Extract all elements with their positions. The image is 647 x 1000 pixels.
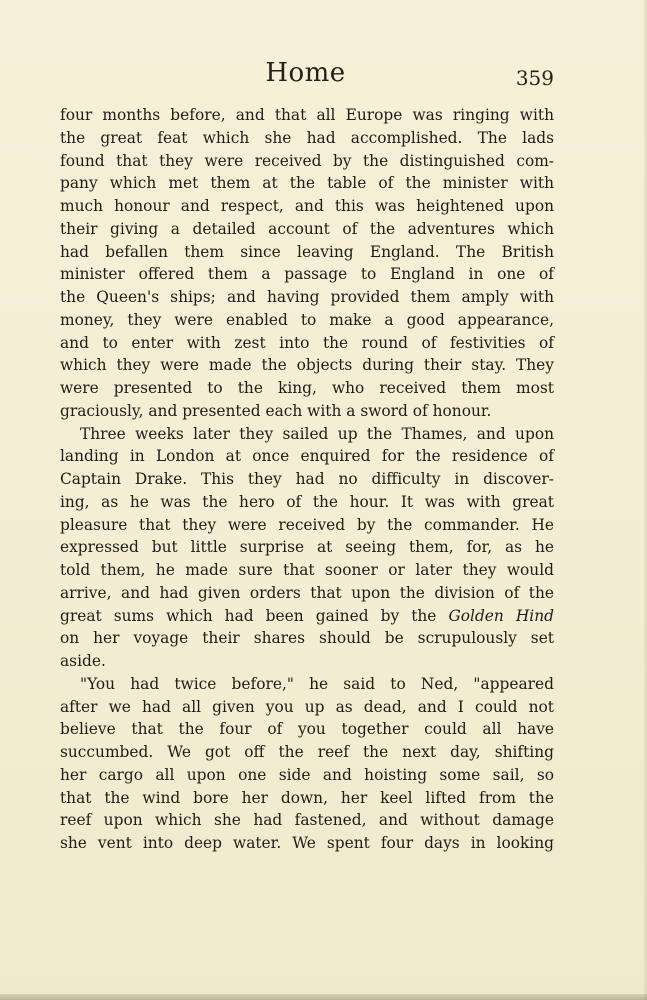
- text-line: her cargo all upon one side and hoisting some sail, so: [60, 765, 554, 784]
- text-line: found that they were received by the distinguished com-: [60, 151, 554, 170]
- text-line: the great feat which she had accomplished. The lads: [60, 128, 554, 147]
- paragraph-start-line: Three weeks later they sailed up the Thames, and upon: [80, 424, 554, 443]
- text-line: told them, he made sure that sooner or later they would: [60, 561, 554, 579]
- text-line: minister offered them a passage to England in one of: [60, 265, 554, 284]
- running-head: [0, 56, 647, 96]
- text-line: and to enter with zest into the round of festivities of: [60, 333, 554, 352]
- text-line: on her voyage their shares should be scrupulously set: [60, 629, 554, 648]
- ship-name-italic: Golden Hind: [448, 606, 554, 625]
- chapter-title: Home: [265, 58, 346, 88]
- paragraph-end-line: aside.: [60, 652, 106, 670]
- text-line: much honour and respect, and this was heightened upon: [60, 197, 554, 215]
- text-segment: great sums which had been gained by the: [60, 606, 437, 625]
- text-line: ing, as he was the hero of the hour. It was with great: [60, 492, 554, 511]
- text-line: landing in London at once enquired for the residence of: [60, 447, 554, 466]
- text-line: arrive, and had given orders that upon the division of the: [60, 583, 554, 602]
- text-line: expressed but little surprise at seeing them, for, as he: [60, 538, 554, 557]
- text-line: believe that the four of you together could all have: [60, 720, 554, 739]
- text-line: money, they were enabled to make a good appearance,: [60, 310, 554, 329]
- text-line: pany which met them at the table of the minister with: [60, 174, 554, 193]
- text-line: Captain Drake. This they had no difficulty in discover-: [60, 470, 554, 488]
- text-line: had befallen them since leaving England. The British: [60, 242, 554, 261]
- text-line: their giving a detailed account of the adventures which: [60, 219, 554, 238]
- text-line: which they were made the objects during their stay. They: [60, 356, 554, 375]
- text-line: reef upon which she had fastened, and without damage: [60, 811, 554, 830]
- text-line: succumbed. We got off the reef the next day, shifting: [60, 743, 554, 761]
- text-line-with-italic: [60, 605, 554, 628]
- text-line: pleasure that they were received by the commander. He: [60, 515, 554, 534]
- text-line: after we had all given you up as dead, and I could not: [60, 697, 554, 716]
- text-line: she vent into deep water. We spent four days in looking: [60, 834, 554, 852]
- page-edge-shadow: [643, 0, 647, 1000]
- text-line: four months before, and that all Europe was ringing with: [60, 106, 554, 124]
- page-number: 359: [515, 66, 554, 90]
- paragraph-start-line: "You had twice before," he said to Ned, "appeared: [80, 674, 554, 693]
- paragraph-end-line: graciously, and presented each with a sword of honour.: [60, 401, 492, 420]
- text-line: were presented to the king, who received them most: [60, 379, 554, 397]
- page-bottom-edge: [0, 994, 647, 1000]
- body-text: [60, 104, 554, 855]
- text-line: the Queen's ships; and having provided them amply with: [60, 288, 554, 306]
- text-line: that the wind bore her down, her keel lifted from the: [60, 788, 554, 807]
